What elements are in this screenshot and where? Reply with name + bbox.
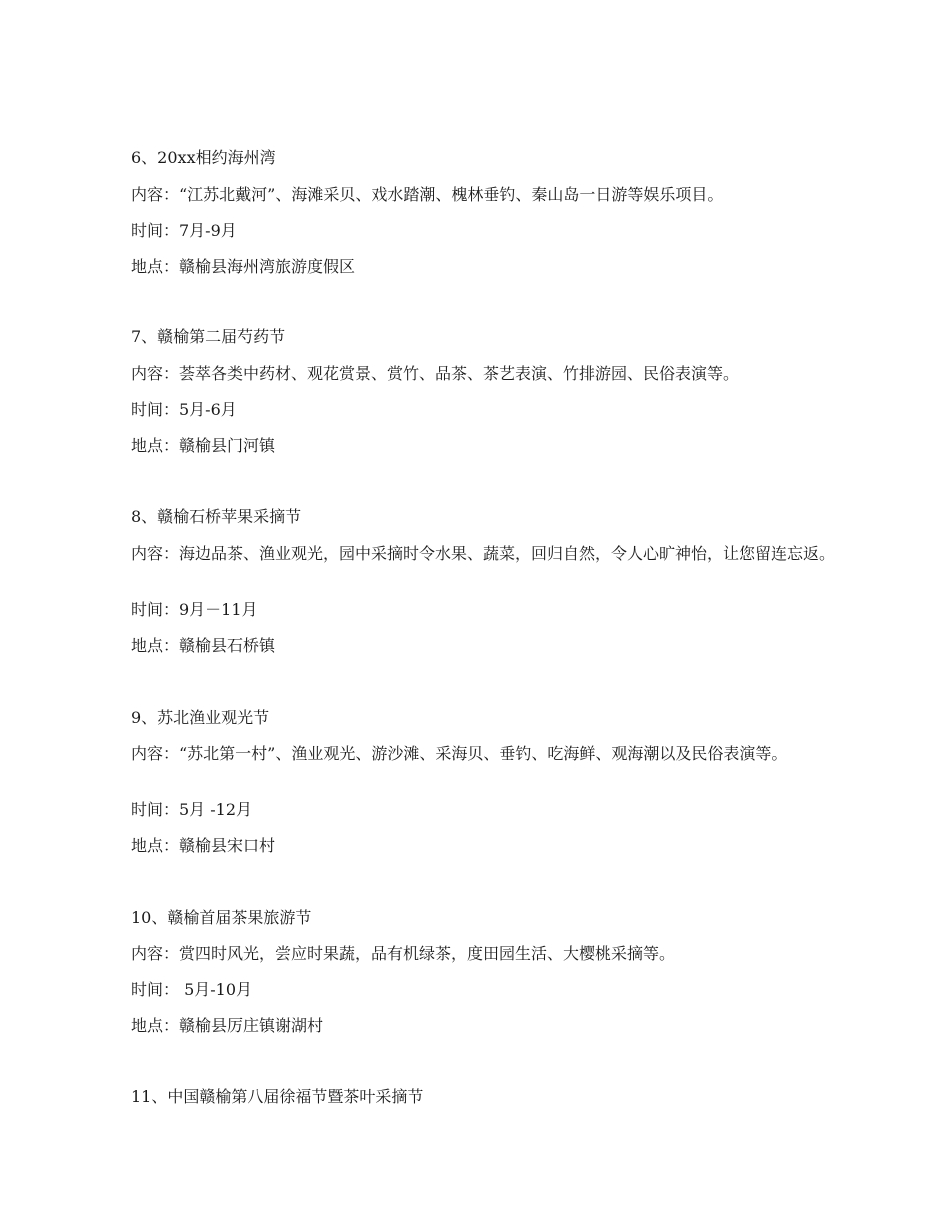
event-content: 内容：海边品茶、渔业观光，园中采摘时令水果、蔬菜，回归自然，令人心旷神怡，让您留连忘返。 <box>131 544 836 563</box>
event-title: 8、赣榆石桥苹果采摘节 <box>131 507 302 526</box>
event-content: 内容：赏四时风光，尝应时果蔬，品有机绿茶，度田园生活、大樱桃采摘等。 <box>131 944 676 963</box>
event-time: 时间：7月-9月 <box>131 221 237 240</box>
event-content: 内容：荟萃各类中药材、观花赏景、赏竹、品茶、茶艺表演、竹排游园、民俗表演等。 <box>131 364 740 383</box>
event-time: 时间：9月－11月 <box>131 600 258 619</box>
event-place: 地点：赣榆县石桥镇 <box>131 636 276 655</box>
event-content: 内容：“苏北第一村”、渔业观光、游沙滩、采海贝、垂钓、吃海鲜、观海潮以及民俗表演等。 <box>131 744 788 763</box>
event-place: 地点：赣榆县宋口村 <box>131 836 276 855</box>
event-time: 时间：5月 -12月 <box>131 800 253 819</box>
event-time: 时间：5月-6月 <box>131 400 237 419</box>
event-title: 10、赣榆首届茶果旅游节 <box>131 908 312 927</box>
event-title: 6、20xx相约海州湾 <box>131 148 276 167</box>
event-content: 内容：“江苏北戴河”、海滩采贝、戏水踏潮、槐林垂钓、秦山岛一日游等娱乐项目。 <box>131 185 724 204</box>
event-title: 9、苏北渔业观光节 <box>131 708 270 727</box>
event-title: 11、中国赣榆第八届徐福节暨茶叶采摘节 <box>131 1087 424 1106</box>
event-place: 地点：赣榆县厉庄镇谢湖村 <box>131 1016 324 1035</box>
event-place: 地点：赣榆县海州湾旅游度假区 <box>131 257 356 276</box>
event-time: 时间： 5月-10月 <box>131 980 253 999</box>
event-place: 地点：赣榆县门河镇 <box>131 436 276 455</box>
event-title: 7、赣榆第二届芍药节 <box>131 327 286 346</box>
